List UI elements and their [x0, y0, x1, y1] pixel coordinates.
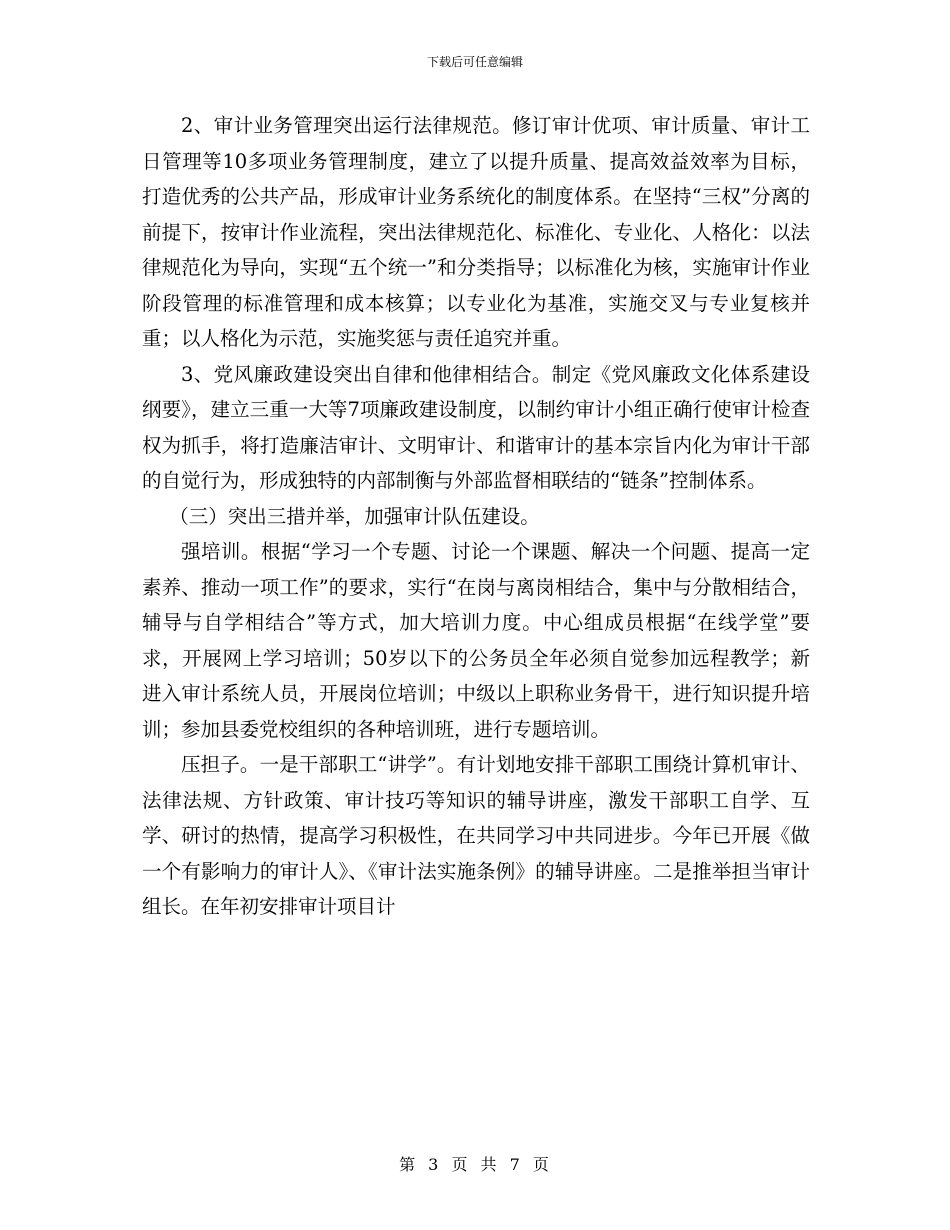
- paragraph-audit-management: 2、审计业务管理突出运行法律规范。修订审计优项、审计质量、审计工日管理等10多项业务管理制度，建立了以提升质量、提高效益效率为目标，打造优秀的公共产品，形成审计业务系统化的制度体系。在坚持“三权”分离的前提下，按审计作业流程，突出法律规范化、标准化、专业化、人格化：以法律规范化为导向，实现“五个统一”和分类指导；以标准化为核，实施审计作业阶段管理的标准管理和成本核算；以专业化为基准，实施交叉与专业复核并重；以人格化为示范，实施奖惩与责任追究并重。: [142, 114, 810, 350]
- page-header: 下载后可任意编辑: [426, 55, 523, 69]
- section-heading-team-building: （三）突出三措并举，加强审计队伍建设。: [169, 504, 540, 528]
- paragraph-integrity-building: 3、党风廉政建设突出自律和他律相结合。制定《党风廉政文化体系建设纲要》，建立三重一大等7项廉政建设制度，以制约审计小组正确行使审计检查权为抓手，将打造廉洁审计、文明审计、和谐审计的基本宗旨内化为审计干部的自觉行为，形成独特的内部制衡与外部监督相联结的“链条”控制体系。: [142, 362, 810, 492]
- paragraph-training: 强培训。根据“学习一个专题、讨论一个课题、解决一个问题、提高一定素养、推动一项工作”的要求，实行“在岗与离岗相结合，集中与分散相结合，辅导与自学相结合”等方式，加大培训力度。中心组成员根据“在线学堂”要求，开展网上学习培训；50岁以下的公务员全年必须自觉参加远程教学；新进入审计系统人员，开展岗位培训；中级以上职称业务骨干，进行知识提升培训；参加县委党校组织的各种培训班，进行专题培训。: [142, 540, 810, 741]
- page-number-footer: 第 3 页 共 7 页: [399, 1155, 551, 1174]
- document-body: [142, 108, 810, 925]
- paragraph-responsibility: 压担子。一是干部职工“讲学”。有计划地安排干部职工围绕计算机审计、法律法规、方针政策、审计技巧等知识的辅导讲座，激发干部职工自学、互学、研讨的热情，提高学习积极性，在共同学习中共同进步。今年已开展《做一个有影响力的审计人》、《审计法实施条例》的辅导讲座。二是推举担当审计组长。在年初安排审计项目计: [142, 753, 810, 918]
